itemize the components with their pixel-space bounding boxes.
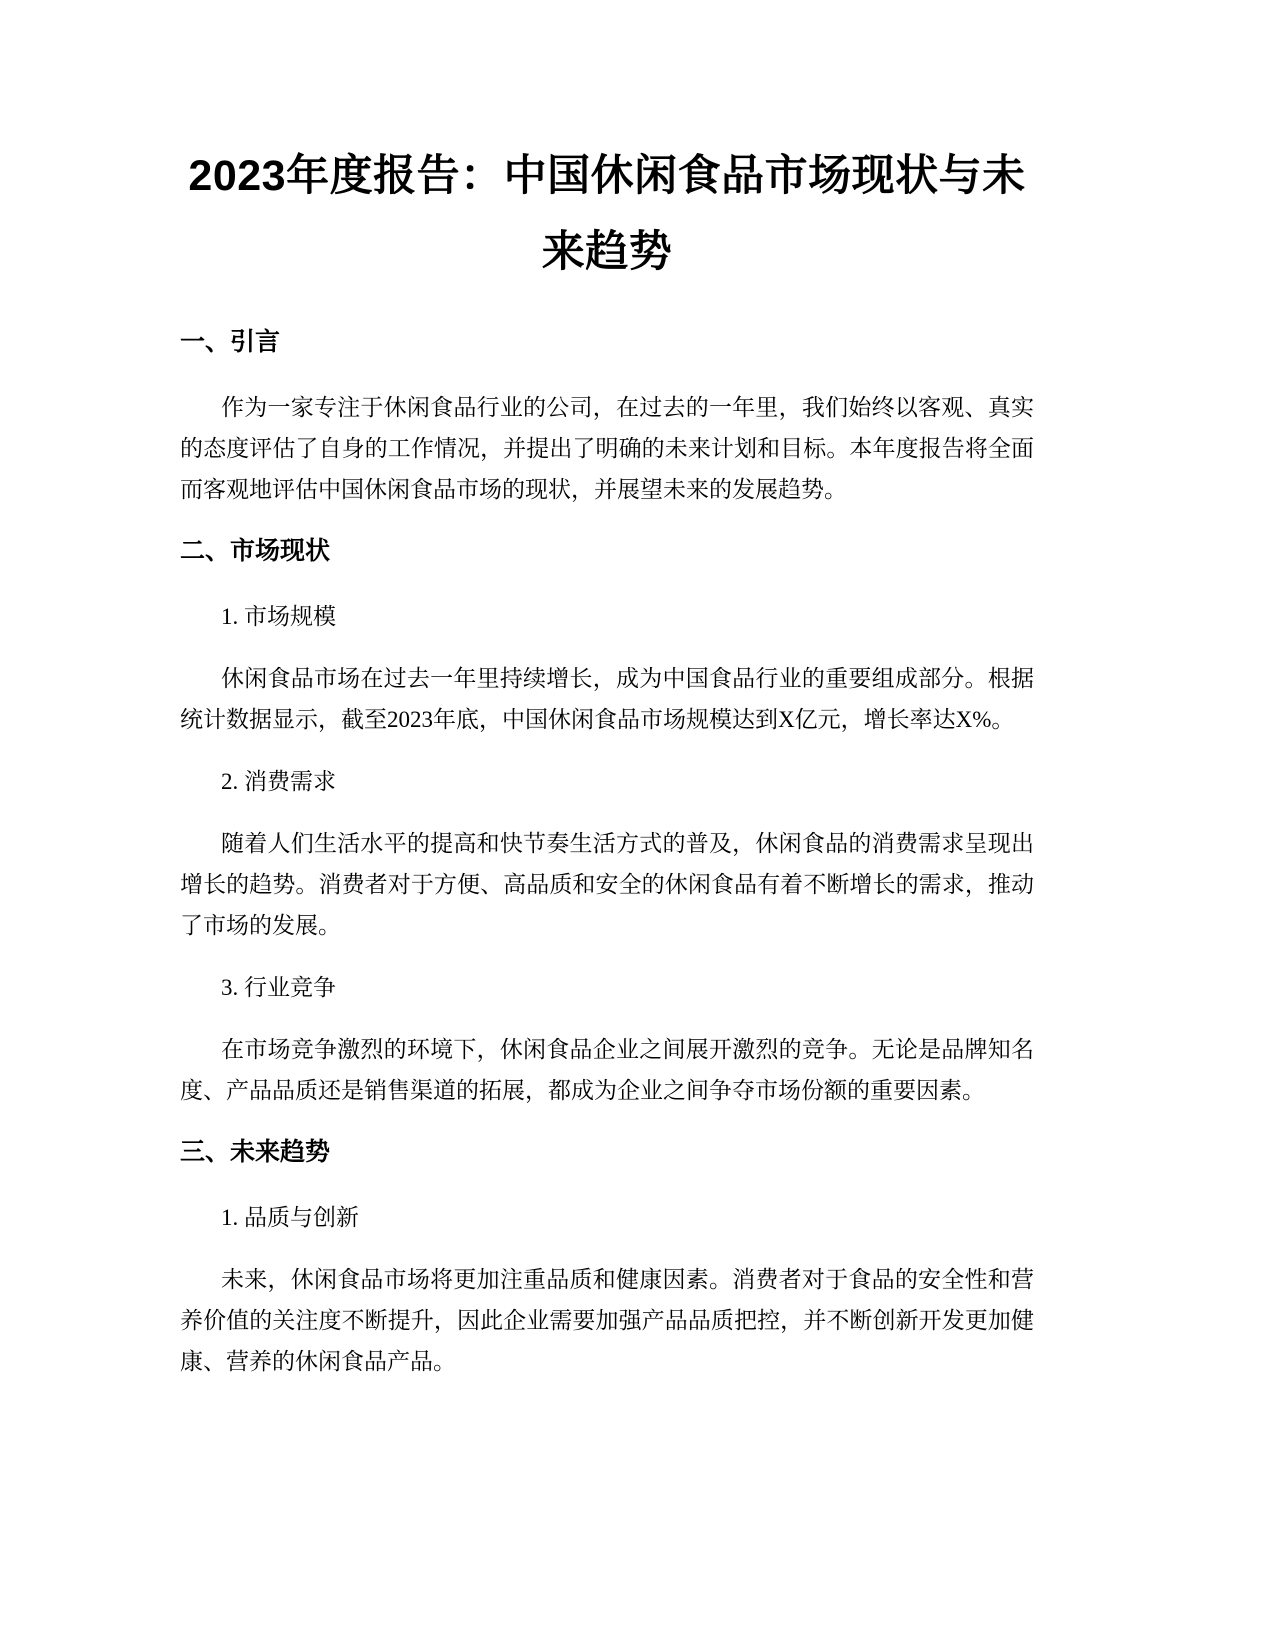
industry-competition-paragraph: 在市场竞争激烈的环境下，休闲食品企业之间展开激烈的竞争。无论是品牌知名度、产品品质还是销售渠道的拓展，都成为企业之间争夺市场份额的重要因素。 <box>180 1037 1034 1103</box>
section-heading-market-status: 二、市场现状 <box>180 537 331 565</box>
introduction-paragraph: 作为一家专注于休闲食品行业的公司，在过去的一年里，我们始终以客观、真实的态度评估了自身的工作情况，并提出了明确的未来计划和目标。本年度报告将全面而客观地评估中国休闲食品市场的现状，并展望未来的发展趋势。 <box>180 395 1034 502</box>
subheading-market-size: 1. 市场规模 <box>221 604 336 629</box>
consumer-demand-paragraph: 随着人们生活水平的提高和快节奏生活方式的普及，休闲食品的消费需求呈现出增长的趋势。消费者对于方便、高品质和安全的休闲食品有着不断增长的需求，推动了市场的发展。 <box>180 831 1034 938</box>
subheading-consumer-demand: 2. 消费需求 <box>221 769 336 794</box>
subheading-quality-innovation: 1. 品质与创新 <box>221 1205 359 1230</box>
section-heading-introduction: 一、引言 <box>180 328 281 356</box>
section-heading-future-trends: 三、未来趋势 <box>180 1138 331 1166</box>
quality-innovation-paragraph: 未来，休闲食品市场将更加注重品质和健康因素。消费者对于食品的安全性和营养价值的关注度不断提升，因此企业需要加强产品品质把控，并不断创新开发更加健康、营养的休闲食品产品。 <box>180 1267 1034 1374</box>
document-page <box>180 138 1034 1403</box>
subheading-industry-competition: 3. 行业竞争 <box>221 975 336 1000</box>
document-title: 2023年度报告：中国休闲食品市场现状与未来趋势 <box>188 152 1026 276</box>
market-size-paragraph: 休闲食品市场在过去一年里持续增长，成为中国食品行业的重要组成部分。根据统计数据显示，截至2023年底，中国休闲食品市场规模达到X亿元，增长率达X%。 <box>180 666 1034 732</box>
